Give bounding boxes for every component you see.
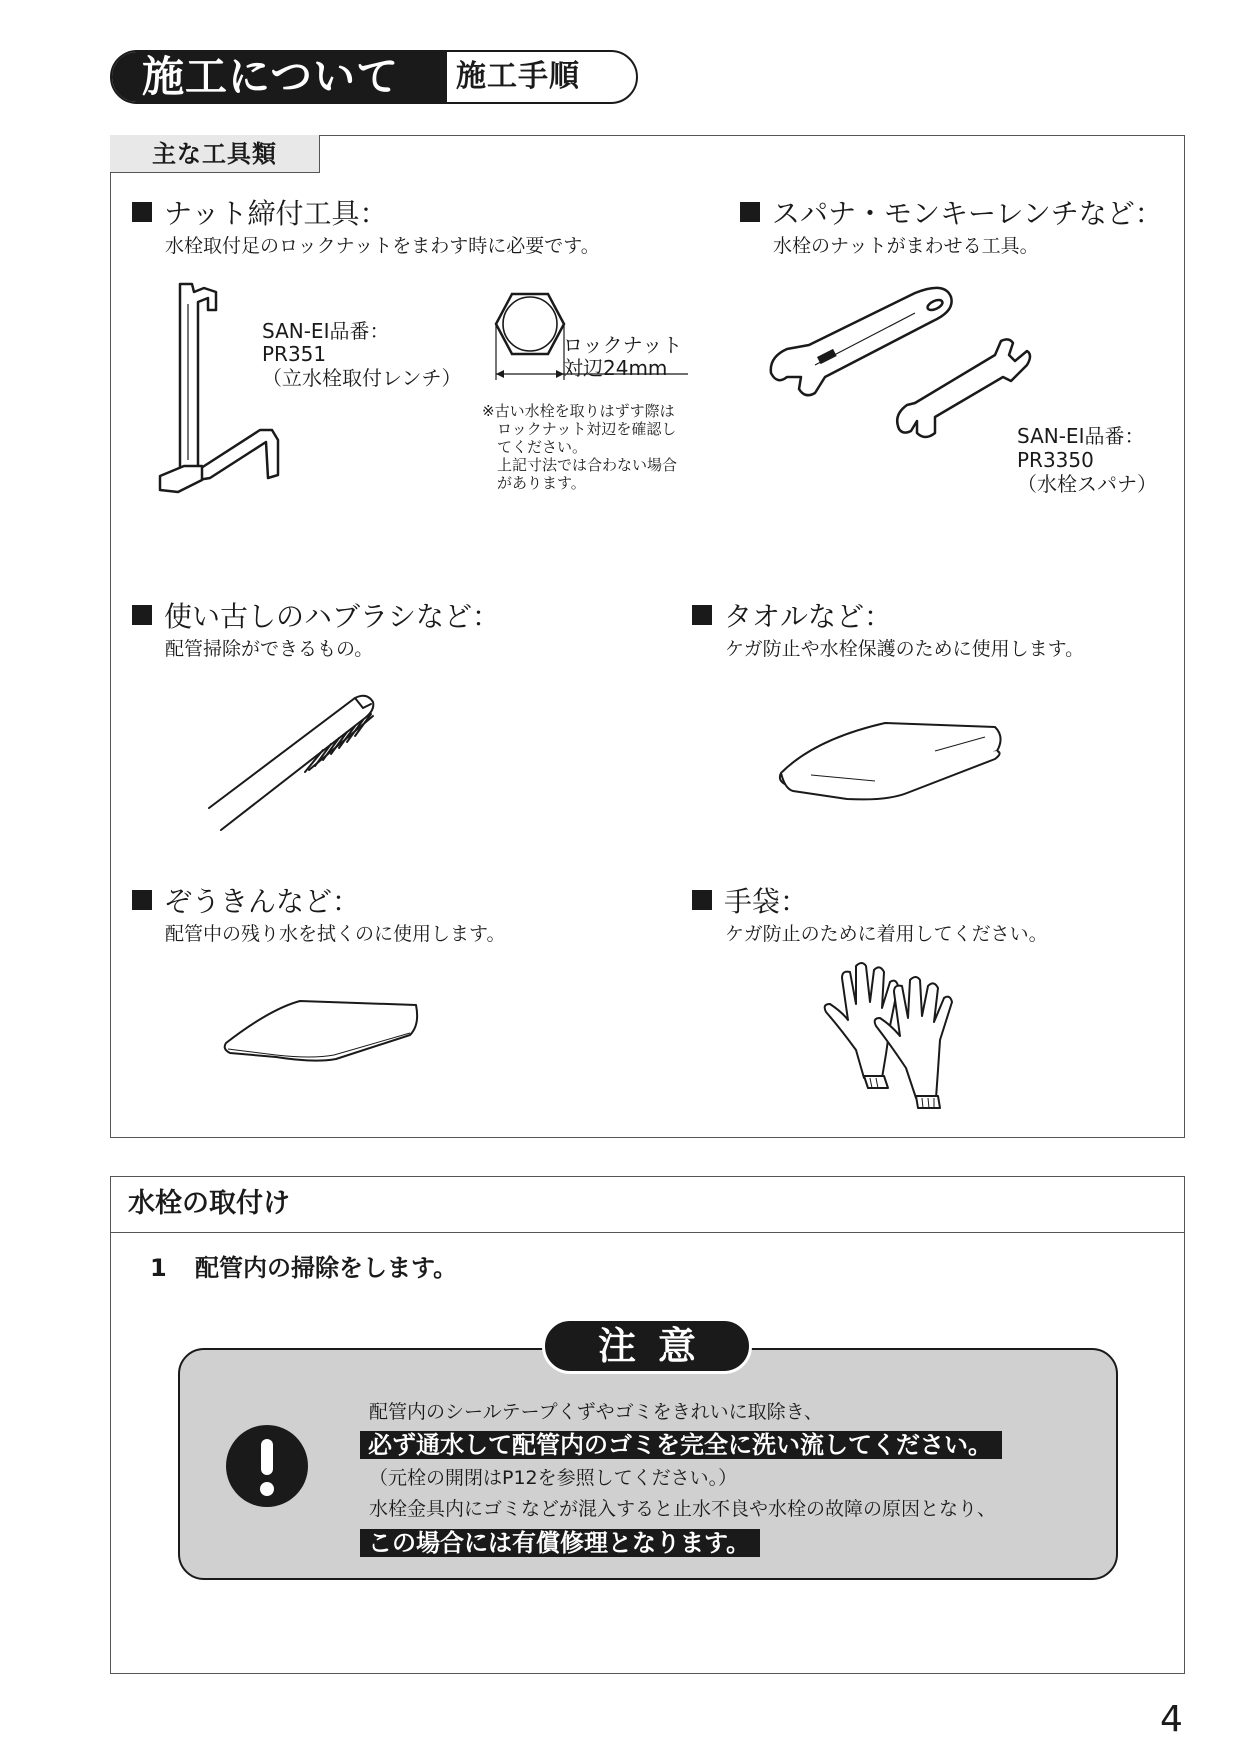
bullet-square-icon (132, 202, 152, 222)
nut-note-4: 上記寸法では合わない場合 (497, 456, 678, 474)
nut-note-3: てください。 (497, 438, 588, 456)
caution-highlight-1-row (360, 1428, 1002, 1462)
faucet-wrench-icon (150, 280, 290, 510)
rag-icon (220, 995, 420, 1065)
gloves-icon (820, 960, 970, 1110)
install-header-divider (110, 1232, 1185, 1233)
header-tab (110, 50, 638, 104)
nut-tool-caption-2: PR351 (262, 342, 327, 366)
gloves-desc: ケガ防止のために着用してください。 (725, 923, 1048, 945)
caution-highlight-2: この場合には有償修理となります。 (360, 1529, 760, 1557)
rag-desc: 配管中の残り水を拭くのに使用します。 (165, 923, 506, 945)
step-number: 1 (150, 1254, 167, 1282)
towel-title: タオルなど： (692, 600, 892, 634)
nut-note-2: ロックナット対辺を確認し (497, 420, 677, 438)
install-title: 水栓の取付け (128, 1188, 290, 1219)
nut-tool-caption-3: （立水栓取付レンチ） (262, 366, 462, 390)
bullet-square-icon (132, 605, 152, 625)
caution-line-2: （元栓の開閉はP12を参照してください。） (369, 1467, 738, 1489)
toothbrush-icon (205, 690, 405, 840)
header-subtitle: 施工手順 (456, 59, 580, 94)
rag-title: ぞうきんなど： (132, 885, 360, 919)
step-text: 配管内の掃除をします。 (195, 1254, 458, 1282)
towel-icon (775, 715, 1015, 805)
tools-section-label: 主な工具類 (110, 135, 320, 173)
spanner-caption-3: （水栓スパナ） (1017, 472, 1157, 496)
bullet-square-icon (132, 890, 152, 910)
gloves-title: 手袋： (692, 885, 808, 919)
brush-desc: 配管掃除ができるもの。 (165, 638, 374, 660)
towel-desc: ケガ防止や水栓保護のために使用します。 (725, 638, 1085, 660)
nut-note-1: ※古い水栓を取りはずす際は (482, 402, 675, 420)
bullet-square-icon (740, 202, 760, 222)
caution-label: 注意 (542, 1318, 752, 1374)
spanner-desc: 水栓のナットがまわせる工具。 (773, 235, 1039, 257)
caution-line-1: 配管内のシールテープくずやゴミをきれいに取除き、 (369, 1401, 823, 1423)
bullet-square-icon (692, 890, 712, 910)
caution-line-3: 水栓金具内にゴミなどが混入すると止水不良や水栓の故障の原因となり、 (369, 1498, 997, 1520)
nut-note-5: があります。 (497, 474, 586, 492)
page-number: 4 (1160, 1699, 1183, 1740)
caution-highlight-1: 必ず通水して配管内のゴミを完全に洗い流してください。 (360, 1431, 1002, 1459)
bullet-square-icon (692, 605, 712, 625)
hex-caption-1: ロックナット (563, 333, 683, 357)
caution-highlight-2-row (360, 1526, 760, 1560)
spanner-caption-1: SAN-EI品番： (1017, 424, 1145, 448)
nut-tool-caption-1: SAN-EI品番： (262, 319, 390, 343)
brush-title: 使い古しのハブラシなど： (132, 600, 500, 634)
nut-tool-desc: 水栓取付足のロックナットをまわす時に必要です。 (165, 235, 600, 257)
header-title: 施工について (112, 52, 447, 102)
spanner-caption-2: PR3350 (1017, 448, 1094, 472)
adjustable-wrench-icon (765, 285, 1055, 465)
hex-caption-2: 対辺24mm (563, 356, 668, 380)
spanner-title: スパナ・モンキーレンチなど： (740, 197, 1163, 231)
install-step-1 (150, 1252, 457, 1284)
nut-tool-title: ナット締付工具： (132, 197, 387, 231)
exclamation-icon (226, 1425, 308, 1507)
